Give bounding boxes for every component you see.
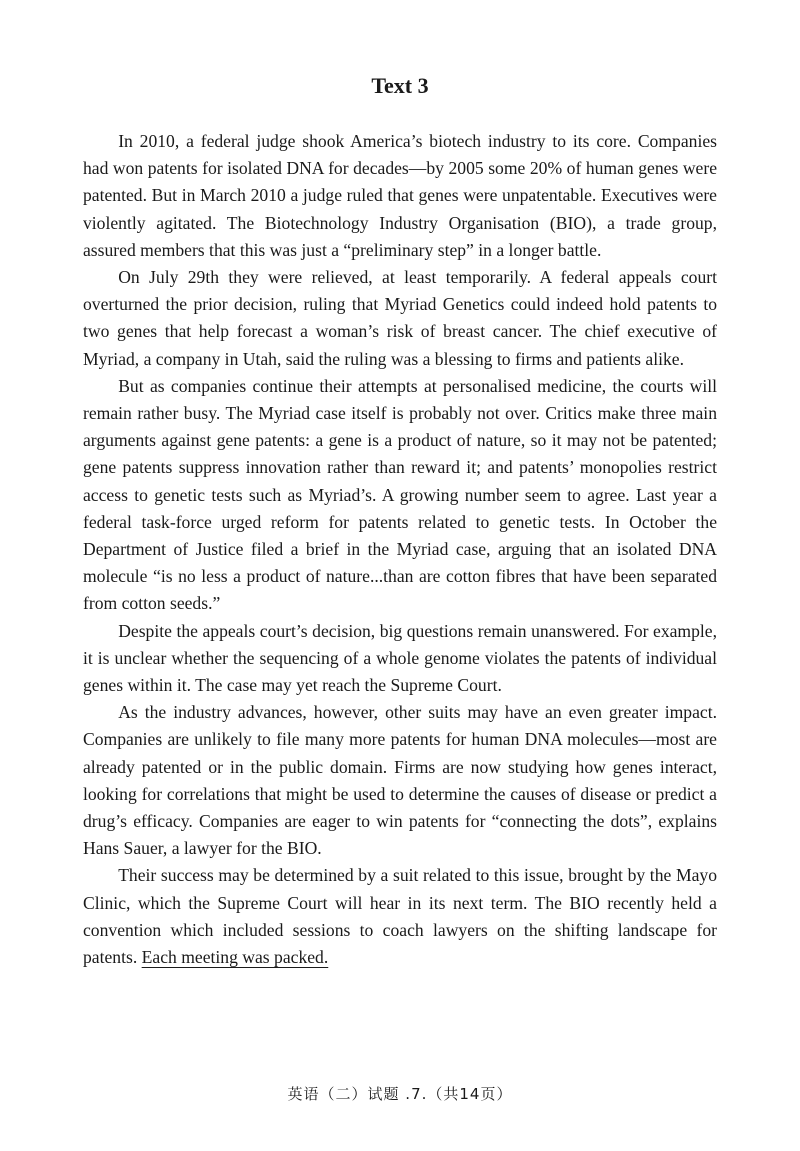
paragraph-2: On July 29th they were relieved, at least temporarily. A federal appeals court overturned the prior decision, ruling that Myriad Genetics could indeed hold patents to two genes that help forecast a woman’s risk of breast cancer. The chief executive of Myriad, a company in Utah, said the ruling was a blessing to firms and patients alike. <box>83 267 717 369</box>
paragraph-6 <box>83 862 717 971</box>
text-title: Text 3 <box>371 73 429 98</box>
underlined-sentence: Each meeting was packed. <box>141 947 329 968</box>
paragraph-5: As the industry advances, however, other suits may have an even greater impact. Companies are unlikely to file many more patents for human DNA molecules—most are already patented or in the public domain. Firms are now studying how genes interact, looking for correlations that might be used to determine the causes of disease or predict a drug’s efficacy. Companies are eager to win patents for “connecting the dots”, explains Hans Sauer, a lawyer for the BIO. <box>83 702 717 859</box>
paragraph-4: Despite the appeals court’s decision, big questions remain unanswered. For example, it is unclear whether the sequencing of a whole genome violates the patents of individual genes within it. The case may yet reach the Supreme Court. <box>83 620 717 696</box>
passage-body <box>83 128 717 971</box>
paragraph-6-text: Their success may be determined by a suit related to this issue, brought by the Mayo Clinic, which the Supreme Court will hear in its next term. The BIO recently held a convention which included sessions to coach lawyers on the shifting landscape for patents. <box>83 865 717 968</box>
paragraph-1: In 2010, a federal judge shook America’s biotech industry to its core. Companies had won patents for isolated DNA for decades—by 2005 some 20% of human genes were patented. But in March 2010 a judge ruled that genes were unpatentable. Executives were violently agitated. The Biotechnology Industry Organisation (BIO), a trade group, assured members that this was just a “preliminary step” in a longer battle. <box>83 131 717 260</box>
paragraph-3: But as companies continue their attempts at personalised medicine, the courts will remain rather busy. The Myriad case itself is probably not over. Critics make three main arguments against gene patents: a gene is a product of nature, so it may not be patented; gene patents suppress innovation rather than reward it; and patents’ monopolies restrict access to genetic tests such as Myriad’s. A growing number seem to agree. Last year a federal task-force urged reform for patents related to genetic tests. In October the Department of Justice filed a brief in the Myriad case, arguing that an isolated DNA molecule “is no less a product of nature...than are cotton fibres that have been separated from cotton seeds.” <box>83 375 717 614</box>
page-footer: 英语（二）试题 .7.（共14页） <box>287 1085 513 1103</box>
